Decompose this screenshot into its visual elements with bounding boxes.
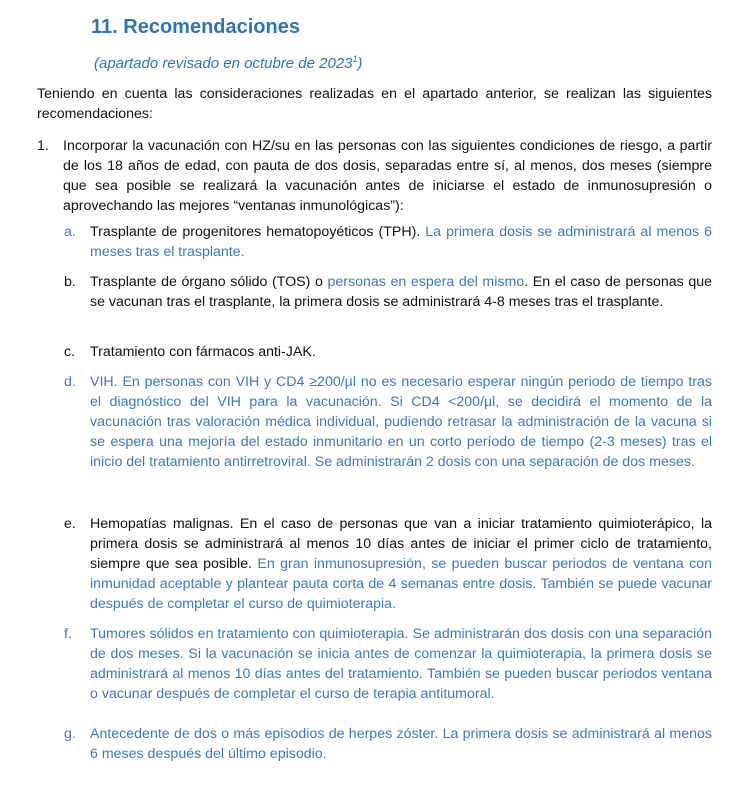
subitem-b [64,272,712,312]
subitem-text-blue: personas en espera del mismo [327,274,525,290]
intro-paragraph: Teniendo en cuenta las consideraciones realizadas en el apartado anterior, se realizan las siguientes recomendaciones: [37,86,712,122]
subitem-text-black: Trasplante de órgano sólido (TOS) o [90,274,328,290]
subitem-text-blue: En gran inmunosupresión, se pueden buscar periodos de ventana con inmunidad aceptable y plantear pauta corta de 4 semanas entre dosis. También se puede vacunar después de completar el curso de quimioterapia. [90,556,712,612]
subitem-letter: b. [64,274,76,290]
revision-note-close: ) [357,55,363,72]
subitem-d [64,372,712,472]
subitem-letter: f. [64,626,72,642]
subitem-e [64,514,712,614]
subitem-text [90,222,712,262]
subitem-text-blue: Tumores sólidos en tratamiento con quimioterapia. Se administrarán dos dosis con una separación de dos meses. Si la vacunación se inicia antes de comenzar la quimioterapia, la primera dosis se administrará al menos 10 días antes del tratamiento. También se pueden buscar periodos ventana o vacunar después de completar el curso de terapia antitumoral. [90,626,712,702]
footnote-marker[interactable]: 1 [352,54,358,64]
subitem-text-black: Tratamiento con fármacos anti-JAK. [90,344,316,360]
subitem-f [64,624,712,704]
subitem-text [90,272,712,312]
subitem-letter: a. [64,224,76,240]
subitem-g [64,724,712,764]
subitem-text [90,342,712,362]
subitem-letter: c. [64,344,76,360]
subitem-letter: d. [64,374,76,390]
subitem-text [90,724,712,764]
subitem-letter: e. [64,516,76,532]
section-title: 11. Recomendaciones [91,16,300,38]
subitem-letter: g. [64,726,76,742]
subitem-text-black: Trasplante de progenitores hematopoyéticos (TPH). [90,224,421,240]
subitem-text-blue: Antecedente de dos o más episodios de herpes zóster. La primera dosis se administrará al menos 6 meses después del último episodio. [90,726,712,762]
subitem-text-black-2: . En el caso de personas que se vacunan tras el trasplante, la primera dosis se administrará 4-8 meses tras el trasplante. [90,274,713,310]
subitem-a [64,222,712,262]
subitem-text-blue: La primera dosis se administrará al menos 6 meses tras el trasplante. [90,224,712,260]
subitem-text [90,372,712,472]
item-text: Incorporar la vacunación con HZ/su en las personas con las siguientes condiciones de riesgo, a partir de los 18 años de edad, con pauta de dos dosis, separadas entre sí, al menos, dos meses (siempre que sea posible se realizará la vacunación antes de iniciarse el estado de inmunosupresión o aprovechando las mejores “ventanas inmunológicas”): [63,138,712,214]
revision-note [94,54,363,72]
item-number: 1. [37,138,49,154]
subitem-text-black: Hemopatías malignas. En el caso de personas que van a iniciar tratamiento quimioterápico, la primera dosis se administrará al menos 10 días antes de iniciar el primer ciclo de tratamiento, siempre que sea posible. [90,516,712,572]
subitem-c [64,342,712,362]
subitem-text-blue: VIH. En personas con VIH y CD4 ≥200/µl no es necesario esperar ningún periodo de tiempo tras el diagnóstico del VIH para la vacunación. Si CD4 <200/µl, se decidirá el momento de la vacunación tras valoración médica individual, pudiendo retrasar la administración de la vacuna si se espera una mejoría del estado inmunitario en un corto período de tiempo (2-3 meses) tras el inicio del tratamiento antirretroviral. Se administrarán 2 dosis con una separación de dos meses. [90,374,712,470]
subitem-text [90,514,712,614]
recommendation-item-1 [37,136,712,216]
revision-note-text: (apartado revisado en octubre de 2023 [94,55,353,72]
subitem-text [90,624,712,704]
